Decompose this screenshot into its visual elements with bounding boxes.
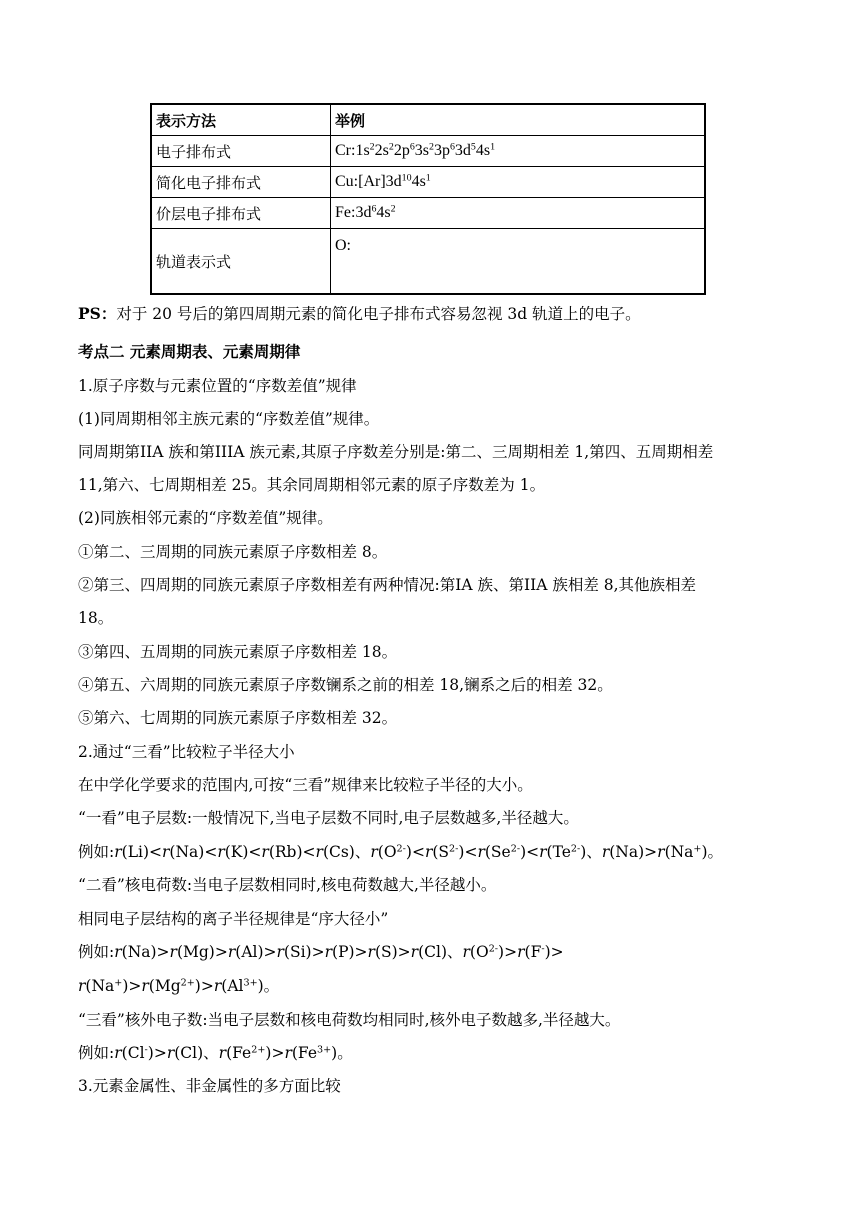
text-line: 同周期第IIA 族和第IIIA 族元素,其原子序数差分别是:第二、三周期相差 1,第四、五周期相差 xyxy=(78,443,714,461)
text-line: 18。 xyxy=(78,609,114,627)
text-line: “三看”核外电子数:当电子层数和核电荷数均相同时,核外电子数越多,半径越大。 xyxy=(78,1011,621,1029)
ps-label: PS： xyxy=(78,304,117,323)
text-line: 3.元素金属性、非金属性的多方面比较 xyxy=(78,1077,341,1095)
text-line: 相同电子层结构的离子半径规律是“序大径小” xyxy=(78,910,389,928)
text-line: (2)同族相邻元素的“序数差值”规律。 xyxy=(78,509,333,527)
text-line: “一看”电子层数:一般情况下,当电子层数不同时,电子层数越多,半径越大。 xyxy=(78,809,579,827)
table-row xyxy=(151,198,705,229)
table-row xyxy=(151,167,705,198)
ps-text: 对于 20 号后的第四周期元素的简化电子排布式容易忽视 3d 轨道上的电子。 xyxy=(116,305,641,323)
example-cell: $Cr:1s^22s^22p^63s^23p^63d^54s^1$ xyxy=(331,136,706,167)
table-header-row xyxy=(151,104,705,136)
method-cell: 轨道表示式 xyxy=(151,229,331,295)
example-cell: $Cu:[Ar]3d^{10}4s^1$ xyxy=(331,167,706,198)
formula-line: 例如:r(Li)<r(Na)<r(K)<r(Rb)<r(Cs)、$r(O^{2-})<r(S^{2-})<r(Se^{2-})<r(Te^{2-})$、r(Na)>r(Na+)。 xyxy=(78,843,724,861)
method-cell: 价层电子排布式 xyxy=(151,198,331,229)
formula-line: 例如:r(Cl-)>r(Cl)、$r(Fe^{2+})>r(Fe^{3+})$。 xyxy=(78,1044,353,1062)
text-line: 11,第六、七周期相差 25。其余同周期相邻元素的原子序数差为 1。 xyxy=(78,476,546,494)
example-cell: O: xyxy=(331,229,706,295)
text-line: 在中学化学要求的范围内,可按“三看”规律来比较粒子半径的大小。 xyxy=(78,776,533,794)
text-line: ③第四、五周期的同族元素原子序数相差 18。 xyxy=(78,643,398,661)
table-row xyxy=(151,229,705,295)
section-title: 考点二 元素周期表、元素周期律 xyxy=(78,342,301,361)
text-line: ④第五、六周期的同族元素原子序数镧系之前的相差 18,镧系之后的相差 32。 xyxy=(78,676,613,694)
text-line: 2.通过“三看”比较粒子半径大小 xyxy=(78,743,295,761)
method-cell: 电子排布式 xyxy=(151,136,331,167)
formula-line: $r(Na^+)>r(Mg^{2+})>r(Al^{3+})$。 xyxy=(78,977,280,995)
header-method: 表示方法 xyxy=(151,104,331,136)
text-line: 1.原子序数与元素位置的“序数差值”规律 xyxy=(78,377,357,395)
header-example: 举例 xyxy=(331,104,706,136)
text-line: ①第二、三周期的同族元素原子序数相差 8。 xyxy=(78,543,388,561)
example-cell: $Fe:3d^64s^2$ xyxy=(331,198,706,229)
method-cell: 简化电子排布式 xyxy=(151,167,331,198)
text-line: (1)同周期相邻主族元素的“序数差值”规律。 xyxy=(78,410,380,428)
formula-line: 例如:r(Na)>r(Mg)>r(Al)>r(Si)>r(P)>r(S)>r(Cl)、$r(O^{2-})>r(F^-)>$ xyxy=(78,943,564,961)
ps-note xyxy=(78,302,641,324)
text-line: “二看”核电荷数:当电子层数相同时,核电荷数越大,半径越小。 xyxy=(78,876,497,894)
notation-table xyxy=(150,103,706,295)
table-row xyxy=(151,136,705,167)
text-line: ⑤第六、七周期的同族元素原子序数相差 32。 xyxy=(78,709,398,727)
text-line: ②第三、四周期的同族元素原子序数相差有两种情况:第IA 族、第IIA 族相差 8,其他族相差 xyxy=(78,576,697,594)
